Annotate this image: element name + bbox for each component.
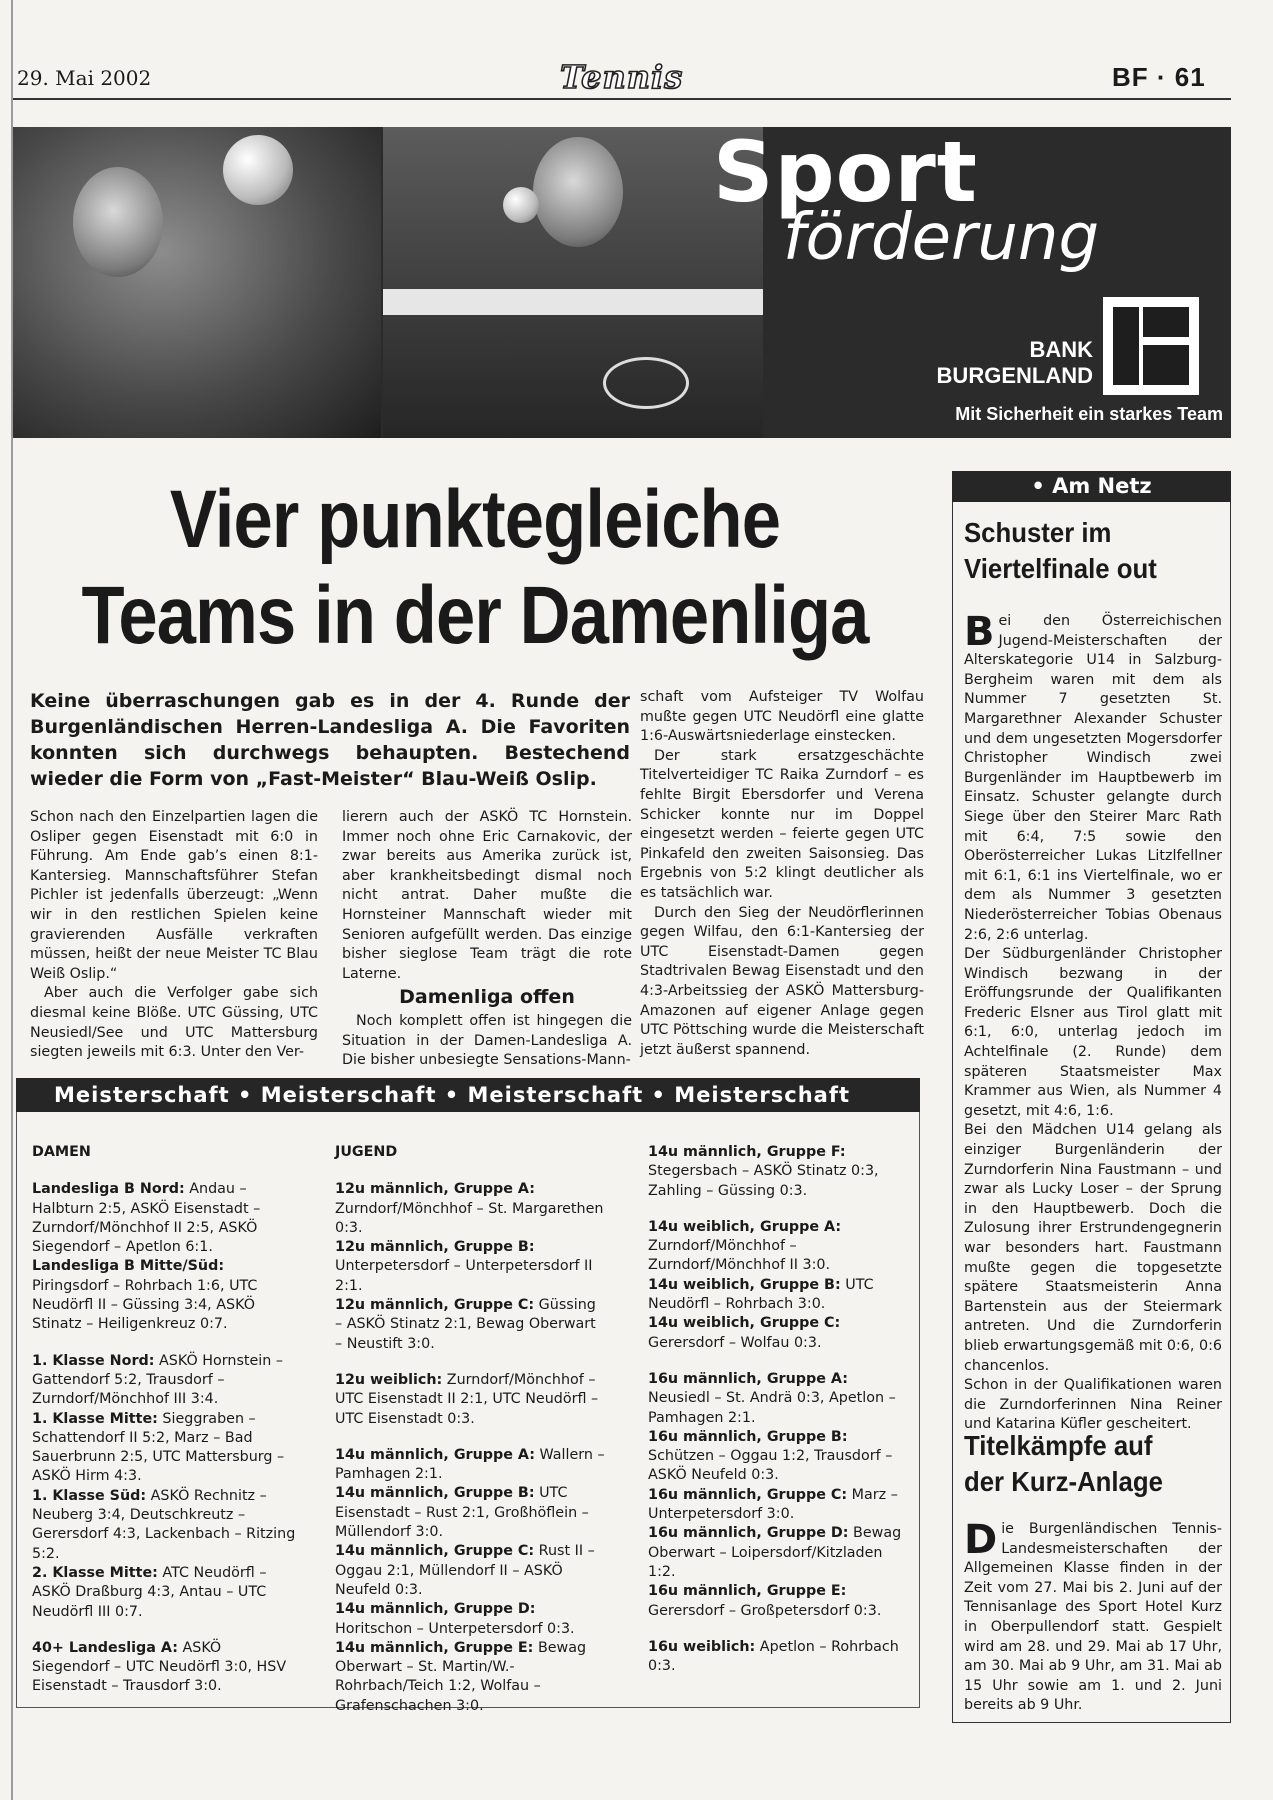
- result-entry: [32, 1639, 300, 1697]
- result-scores: Zurndorf/Mönchhof – St. Margarethen 0:3.: [335, 1200, 604, 1236]
- result-entry: [32, 1564, 300, 1622]
- result-scores: Zurndorf/Mönchhof – UTC Eisenstadt II 2:1, UTC Neudörfl – UTC Eisenstadt 0:3.: [335, 1371, 599, 1427]
- bank-slogan: Mit Sicherheit ein starkes Team: [955, 404, 1223, 424]
- result-entry: [32, 1410, 300, 1487]
- result-scores: Piringsdorf – Rohrbach 1:6, UTC Neudörfl II – Güssing 3:4, ASKÖ Stinatz – Heiligenkreuz 0:7.: [32, 1277, 258, 1333]
- result-entry: [648, 1370, 912, 1428]
- result-entry: [648, 1524, 912, 1582]
- results-jugend-column-1: [335, 1143, 605, 1716]
- result-entry: [32, 1257, 300, 1334]
- results-section-head: JUGEND: [335, 1144, 398, 1160]
- sidebar-story-2: [964, 1517, 1222, 1716]
- result-scores: Stegersbach – ASKÖ Stinatz 0:3, Zahling – Güssing 0:3.: [648, 1163, 879, 1199]
- result-league: 1. Klasse Mitte:: [32, 1410, 158, 1427]
- paragraph: Der stark ersatzgeschächte Titelverteidiger TC Raika Zurndorf – es fehlte Birgit Ebersdorfer und Verena Schicker konnte nur im Doppel eingesetzt werden – feierte gegen UTC Pinkafeld den zweiten Saisonsieg. Das Ergebnis von 5:2 klingt deutlicher als es tatsächlich war.: [640, 747, 924, 901]
- racket-image: [603, 357, 689, 409]
- article-column-2: [342, 808, 632, 1071]
- sidebar-headline-1-line-2: Viertelfinale out: [964, 553, 1157, 584]
- result-league: 14u weiblich, Gruppe A:: [648, 1218, 842, 1235]
- issue-date: 29. Mai 2002: [17, 66, 152, 90]
- paragraph-text: ei den Österreichischen Jugend-Meisterschaften der Alterskategorie U14 in Salzburg-Bergheim waren mit dem als Nummer 7 gesetzten St. Margarethner Alexander Schuster und dem ungesetzten Mogersdorfer Christopher Windisch zwei Burgenländer im Hauptbewerb im Einsatz. Schuster gelangte durch Siege über den Steirer Marc Rath mit 6:4, 7:5 sowie den Oberösterreicher Lukas Litzlfellner mit 6:1, 6:1 ins Viertelfinale, wo er dem als Nummer 3 gesetzten Niederösterreicher Tobias Obenaus 2:6, 2:6 unterlag.: [964, 613, 1222, 943]
- result-league: 1. Klasse Nord:: [32, 1352, 155, 1369]
- result-entry: [335, 1639, 605, 1716]
- result-league: 14u männlich, Gruppe E:: [335, 1639, 534, 1656]
- section-title: Tennis: [560, 58, 684, 96]
- result-entry: [648, 1428, 912, 1486]
- result-league: 12u männlich, Gruppe A:: [335, 1181, 535, 1198]
- result-entry: [32, 1352, 300, 1410]
- article-subhead: Damenliga offen: [399, 986, 575, 1009]
- result-entry: [335, 1238, 605, 1296]
- result-scores: ASKÖ Siegendorf – UTC Neudörfl 3:0, HSV Eisenstadt – Trausdorf 3:0.: [32, 1639, 287, 1695]
- result-entry: [648, 1582, 912, 1621]
- paragraph: Aber auch die Verfolger gabe sich diesmal keine Blöße. UTC Güssing, UTC Neusiedl/See und UTC Mattersburg siegten jeweils mit 6:3. Unter den Ver-: [30, 985, 318, 1061]
- drop-cap: D: [964, 1517, 998, 1563]
- result-scores: Rust II – Oggau 2:1, Müllendorf II – ASKÖ Neufeld 0:3.: [335, 1543, 595, 1598]
- paragraph: Der Südburgenländer Christopher Windisch bezwang in der Eröffungsrunde der Qualifikanten Frederic Elsner aus Tirol glatt mit 6:1, 6:0, unterlag jedoch im Achtelfinale (2. Runde) dem späteren Staatsmeister Max Krammer aus Wien, als Nummer 4 gesetzt, mit 4:6, 1:6.: [964, 946, 1222, 1119]
- result-scores: Horitschon – Unterpetersdorf 0:3.: [335, 1620, 575, 1637]
- result-scores: Wallern – Pamhagen 2:1.: [335, 1446, 605, 1483]
- results-section-head: DAMEN: [32, 1144, 91, 1160]
- paragraph: [964, 609, 1222, 945]
- result-scores: ASKÖ Rechnitz – Neuberg 3:4, Deutschkreutz – Gerersdorf 4:3, Lackenbach – Ritzing 5:2.: [32, 1487, 296, 1562]
- drop-cap: B: [964, 609, 995, 655]
- result-league: 12u weiblich:: [335, 1371, 443, 1388]
- result-league: Landesliga B Mitte/Süd:: [32, 1258, 225, 1275]
- result-league: 14u männlich, Gruppe A:: [335, 1446, 535, 1463]
- result-entry: [335, 1600, 605, 1639]
- result-scores: Schützen – Oggau 1:2, Trausdorf – ASKÖ Neufeld 0:3.: [648, 1448, 893, 1484]
- result-entry: [335, 1371, 605, 1429]
- paragraph: lierern auch der ASKÖ TC Hornstein. Immer noch ohne Eric Carnakovic, der zwar bereits aus Amerika zurück ist, aber krankheitsbedingt dismal noch nicht antrat. Daher mußte die Hornsteiner Mannschaft wieder mit Senioren aufgefüllt werden. Das einzige bisher sieglose Team trägt die rote Laterne.: [342, 809, 632, 982]
- result-scores: Sieggraben – Schattendorf II 5:2, Marz – Bad Sauerbrunn 2:5, UTC Mattersburg – ASKÖ Hirm 4:3.: [32, 1410, 285, 1485]
- sidebar-headline-2-line-2: der Kurz-Anlage: [964, 1466, 1163, 1497]
- player-silhouette: [73, 167, 163, 277]
- bank-name-line1: BANK: [1029, 337, 1093, 362]
- results-jugend-column-2: [648, 1143, 912, 1676]
- paragraph: Schon nach den Einzelpartien lagen die Osliper gegen Eisenstadt mit 6:0 in Führung. Am Ende gab’s einen 8:1-Kantersieg. Mannschaftsführer Stefan Pichler ist jedenfalls überzeugt: „Wenn wir in den restlichen Spielen keine gravierenden Ausfälle verkraften müssen, heißt der neue Meister TC Blau Weiß Oslip.“: [30, 809, 318, 982]
- result-entry: [648, 1143, 912, 1201]
- result-entry: [648, 1486, 912, 1525]
- result-league: 14u männlich, Gruppe B:: [335, 1485, 535, 1502]
- result-entry: [648, 1638, 912, 1677]
- sidebar-headline-2-line-1: Titelkämpfe auf: [964, 1430, 1153, 1461]
- result-scores: ASKÖ Hornstein – Gattendorf 5:2, Trausdorf – Zurndorf/Mönchhof III 3:4.: [32, 1352, 284, 1408]
- player-head-image: [533, 137, 623, 247]
- article-column-3: [640, 688, 924, 1060]
- paragraph: Bei den Mädchen U14 gelang als einziger Burgenländerin der Zurndorferin Nina Faustmann – und zwar als Lucky Loser – der Sprung in den Hauptbewerb. Doch die Zulosung ihrer Erstrundengegnerin war besonders hart. Faustmann mußte gegen die topgesetzte spätere Staatsmeisterin Anna Bartenstein aus der Steiermark antreten. Und die Zurndorferin blieb erwartungsgemäß mit 0:6, 0:6 chancenlos.: [964, 1122, 1222, 1374]
- paragraph: [964, 1517, 1222, 1716]
- result-entry: [335, 1484, 605, 1542]
- bank-name-line2: BURGENLAND: [936, 363, 1093, 388]
- results-list: [648, 1143, 912, 1676]
- result-scores: UTC Eisenstadt – Rust 2:1, Großhöflein – Müllendorf 3:0.: [335, 1485, 589, 1541]
- tennis-player-photo: [383, 127, 763, 438]
- sidebar-story-1: [964, 609, 1222, 1435]
- paragraph: Noch komplett offen ist hingegen die Situation in der Damen-Landesliga A. Die bisher unbesiegte Sensations-Mann-: [342, 1012, 632, 1069]
- result-entry: [335, 1296, 605, 1354]
- result-entry: [335, 1446, 605, 1485]
- result-scores: Gerersdorf – Großpetersdorf 0:3.: [648, 1602, 882, 1619]
- result-entry: [335, 1542, 605, 1600]
- result-entry: [32, 1487, 300, 1564]
- result-league: 14u weiblich, Gruppe B:: [648, 1276, 841, 1293]
- result-entry: [32, 1180, 300, 1257]
- result-league: 2. Klasse Mitte:: [32, 1564, 158, 1581]
- result-league: 14u männlich, Gruppe F:: [648, 1144, 846, 1160]
- paragraph: schaft vom Aufsteiger TV Wolfau mußte gegen UTC Neudörfl eine glatte 1:6-Auswärtsniederlage einstecken.: [640, 689, 924, 745]
- article-headline: [79, 472, 870, 664]
- headline-line-1: Vier punktegleiche: [169, 474, 781, 565]
- tennis-net-band: [383, 289, 763, 315]
- result-scores: Andau – Halbturn 2:5, ASKÖ Eisenstadt – Zurndorf/Mönchhof II 2:5, ASKÖ Siegendorf – Apetlon 6:1.: [32, 1181, 261, 1256]
- banner-title-sport: Sport: [713, 127, 978, 221]
- result-entry: [648, 1276, 912, 1315]
- result-scores: Gerersdorf – Wolfau 0:3.: [648, 1334, 822, 1351]
- result-entry: [648, 1314, 912, 1353]
- results-list: [32, 1180, 300, 1696]
- sidebar-bar: • Am Netz: [952, 471, 1231, 502]
- headline-line-2: Teams in der Damenliga: [81, 570, 869, 661]
- goalkeeper-photo: [13, 127, 381, 438]
- result-league: 12u männlich, Gruppe B:: [335, 1239, 535, 1256]
- result-league: 14u männlich, Gruppe C:: [335, 1543, 535, 1560]
- result-scores: Zurndorf/Mönchhof – Zurndorf/Mönchhof II 3:0.: [648, 1238, 831, 1274]
- page-number: BF · 61: [1112, 62, 1206, 92]
- result-scores: Bewag Oberwart – Loipersdorf/Kitzladen 1:2.: [648, 1525, 902, 1580]
- results-damen-column: [32, 1143, 300, 1697]
- result-scores: UTC Neudörfl – Rohrbach 3:0.: [648, 1276, 874, 1313]
- result-league: 16u männlich, Gruppe B:: [648, 1428, 848, 1445]
- result-league: 14u männlich, Gruppe D:: [335, 1601, 536, 1618]
- results-bar: Meisterschaft • Meisterschaft • Meisterschaft • Meisterschaft: [16, 1078, 920, 1112]
- bank-logo-icon: [1103, 297, 1199, 395]
- result-scores: Marz – Unterpetersdorf 3:0.: [648, 1486, 898, 1523]
- results-list: [335, 1180, 605, 1716]
- result-entry: [335, 1180, 605, 1238]
- sponsor-banner: [13, 127, 1231, 438]
- result-league: 16u männlich, Gruppe C:: [648, 1486, 848, 1503]
- result-league: 14u weiblich, Gruppe C:: [648, 1315, 841, 1332]
- sidebar-headline-1-line-1: Schuster im: [964, 517, 1112, 548]
- result-league: 16u weiblich:: [648, 1638, 756, 1655]
- ball-image: [223, 135, 293, 205]
- result-league: 16u männlich, Gruppe D:: [648, 1525, 849, 1542]
- result-scores: Apetlon – Rohrbach 0:3.: [648, 1638, 899, 1675]
- result-league: 16u männlich, Gruppe A:: [648, 1370, 848, 1387]
- paragraph-text: ie Burgenländischen Tennis-Landesmeisterschaften der Allgemeinen Klasse finden in der Zeit vom 27. Mai bis 2. Juni auf der Tennisanlage des Sport Hotel Kurz in Oberpullendorf statt. Gespielt wird am 28. und 29. Mai ab 17 Uhr, am 30. Mai ab 9 Uhr, am 31. Mai ab 15 Uhr sowie am 1. und 2. Juni bereits ab 9 Uhr.: [964, 1521, 1222, 1714]
- paragraph: Durch den Sieg der Neudörflerinnen gegen Wilfau, den 6:1-Kantersieg der UTC Eisenstadt-Damen gegen Stadtrivalen Bewag Eisenstadt und den 4:3-Arbeitssieg der ASKÖ Mattersburg-Amazonen auf eigener Anlage gegen UTC Pöttsching wurde die Meisterschaft jetzt äußerst spannend.: [640, 904, 924, 1058]
- article-lead: Keine überraschungen gab es in der 4. Runde der Burgenländischen Herren-Landesliga A. Die Favoriten konnten sich durchwegs behaupten. Bestechend wieder die Form von „Fast-Meister“ Blau-Weiß Oslip.: [30, 690, 630, 790]
- result-scores: Güssing – ASKÖ Stinatz 2:1, Bewag Oberwart – Neustift 3:0.: [335, 1297, 596, 1352]
- header-rule: [13, 98, 1231, 100]
- tennis-ball-image: [503, 187, 539, 223]
- result-league: Landesliga B Nord:: [32, 1181, 185, 1198]
- result-entry: [648, 1218, 912, 1276]
- result-league: 1. Klasse Süd:: [32, 1487, 147, 1504]
- result-scores: Unterpetersdorf – Unterpetersdorf II 2:1.: [335, 1258, 593, 1294]
- banner-title-foerderung: förderung: [783, 201, 1100, 275]
- sidebar-headline-1: [964, 515, 1203, 587]
- result-league: 16u männlich, Gruppe E:: [648, 1583, 847, 1600]
- sidebar-headline-2: [964, 1428, 1203, 1500]
- result-scores: Neusiedl – St. Andrä 0:3, Apetlon – Pamhagen 2:1.: [648, 1390, 896, 1426]
- result-scores: ATC Neudörfl – ASKÖ Draßburg 4:3, Antau – UTC Neudörfl III 0:7.: [32, 1564, 267, 1620]
- paragraph: Schon in der Qualifikationen waren die Zurndorferinnen Nina Reiner und Katarina Küfler gescheitert.: [964, 1377, 1222, 1433]
- result-scores: Bewag Oberwart – St. Martin/W.-Rohrbach/Teich 1:2, Wolfau – Grafenschachen 3:0.: [335, 1639, 587, 1714]
- result-league: 40+ Landesliga A:: [32, 1639, 178, 1656]
- article-column-1: [30, 808, 318, 1063]
- result-league: 12u männlich, Gruppe C:: [335, 1297, 535, 1314]
